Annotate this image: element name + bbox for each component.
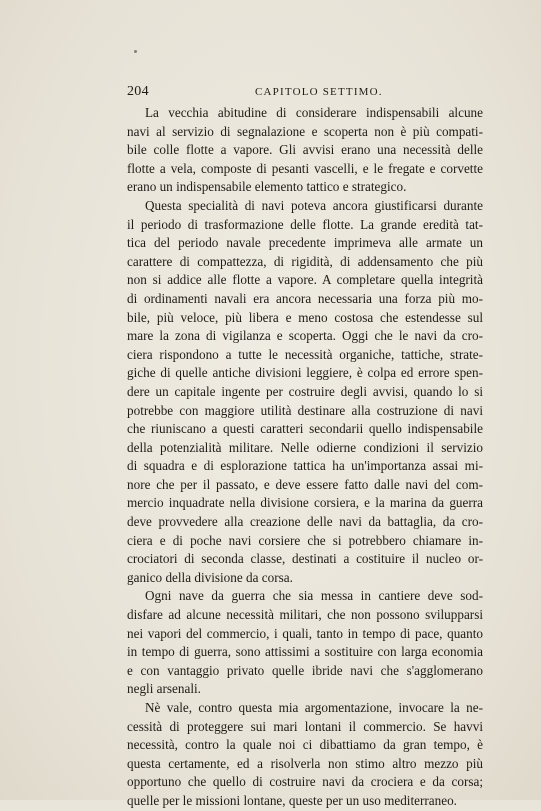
text-line: in tempo di guerra, sono attissimi a sostituire con larga economia	[127, 644, 483, 660]
text-line: negli arsenali.	[127, 681, 201, 697]
text-line: deve provvedere alla creazione delle navi da battaglia, da cro-	[127, 514, 483, 530]
text-line: bile colle flotte a vapore. Gli avvisi erano una necessità delle	[127, 142, 483, 158]
paragraph	[127, 587, 483, 699]
text-line: della potenzialità militare. Nelle odierne condizioni il servizio	[127, 439, 483, 455]
text-line: erano un indispensabile elemento tattico e strategico.	[127, 179, 407, 195]
text-line: mare la zona di vigilanza e scoperta. Oggi che le navi da cro-	[127, 328, 483, 344]
text-line: giche di quelle antiche divisioni leggiere, è colpa ed errore spen-	[127, 365, 483, 381]
text-line: ganico della divisione da corsa.	[127, 569, 293, 585]
text-line: La vecchia abitudine di considerare indispensabili alcune	[145, 105, 483, 120]
text-line: ciera rispondono a tutte le necessità organiche, tattiche, strate-	[127, 346, 483, 362]
text-line: opportuno che quello di costruire navi da crociera e da corsa;	[127, 774, 483, 790]
text-line: necessità, contro la quale noi ci dibattiamo da gran tempo, è	[127, 737, 483, 753]
text-line: quelle per le missioni lontane, queste per un uso mediterraneo.	[127, 792, 457, 808]
text-line: nei vapori del commercio, i quali, tanto in tempo di pace, quanto	[127, 625, 483, 641]
text-line: che riuniscano a questi caratteri secondarii quello indispensabile	[127, 421, 483, 437]
paragraph	[127, 699, 483, 811]
text-line: nore che per il passato, e deve essere fatto dalle navi del com-	[127, 476, 483, 492]
page-header	[127, 84, 483, 102]
text-line: di ordinamenti navali era ancora necessaria una forza più mo-	[127, 290, 483, 306]
text-line: mercio inquadrate nella divisione corsiera, e la marina da guerra	[127, 495, 483, 511]
text-line: il periodo di trasformazione delle flotte. La grande eredità tat-	[127, 216, 483, 232]
text-line: questa certamente, ed a risolverla non stimo altro mezzo più	[127, 755, 483, 771]
ink-speck	[134, 50, 137, 53]
text-line: dere un capitale ingente per costruire degli avvisi, quando lo si	[127, 383, 483, 399]
running-head: CAPITOLO SETTIMO.	[255, 86, 383, 98]
text-line: Ogni nave da guerra che sia messa in cantiere deve sod-	[145, 588, 483, 604]
text-line: tica del periodo navale precedente imprimeva alle armate un	[127, 235, 483, 251]
text-line: Nè vale, contro questa mia argomentazione, invocare la ne-	[145, 700, 483, 715]
text-line: disfare ad alcune necessità militari, che non possono svilupparsi	[127, 607, 483, 623]
body-text	[127, 104, 483, 811]
text-line: cessità di proteggere sui mari lontani il commercio. Se havvi	[127, 718, 483, 734]
text-line: potrebbe con maggiore utilità destinare alla costruzione di navi	[127, 402, 483, 418]
text-line: crociatori di seconda classe, destinati a costituire il nucleo or-	[127, 551, 483, 567]
text-line: di squadra e di esplorazione tattica ha un'importanza assai mi-	[127, 458, 483, 474]
text-line: carattere di compattezza, di rigidità, di addensamento che più	[127, 253, 483, 269]
page-number: 204	[127, 84, 149, 99]
text-line: ciera e di poche navi corsiere che si potrebbero chiamare in-	[127, 532, 483, 548]
text-line: non si addice alle flotte a vapore. A completare quella integrità	[127, 272, 483, 288]
paragraph	[127, 197, 483, 587]
text-line: Questa specialità di navi poteva ancora giustificarsi durante	[145, 197, 483, 213]
text-line: navi al servizio di segnalazione e scoperta non è più compati-	[127, 123, 483, 139]
text-line: e con vantaggio privato quelle ibride navi che s'agglomerano	[127, 662, 483, 678]
paragraph	[127, 104, 483, 197]
text-line: flotte a vela, composte di pesanti vascelli, e le fregate e corvette	[127, 160, 483, 176]
text-line: bile, più veloce, più libera e meno costosa che estendesse sul	[127, 309, 483, 325]
